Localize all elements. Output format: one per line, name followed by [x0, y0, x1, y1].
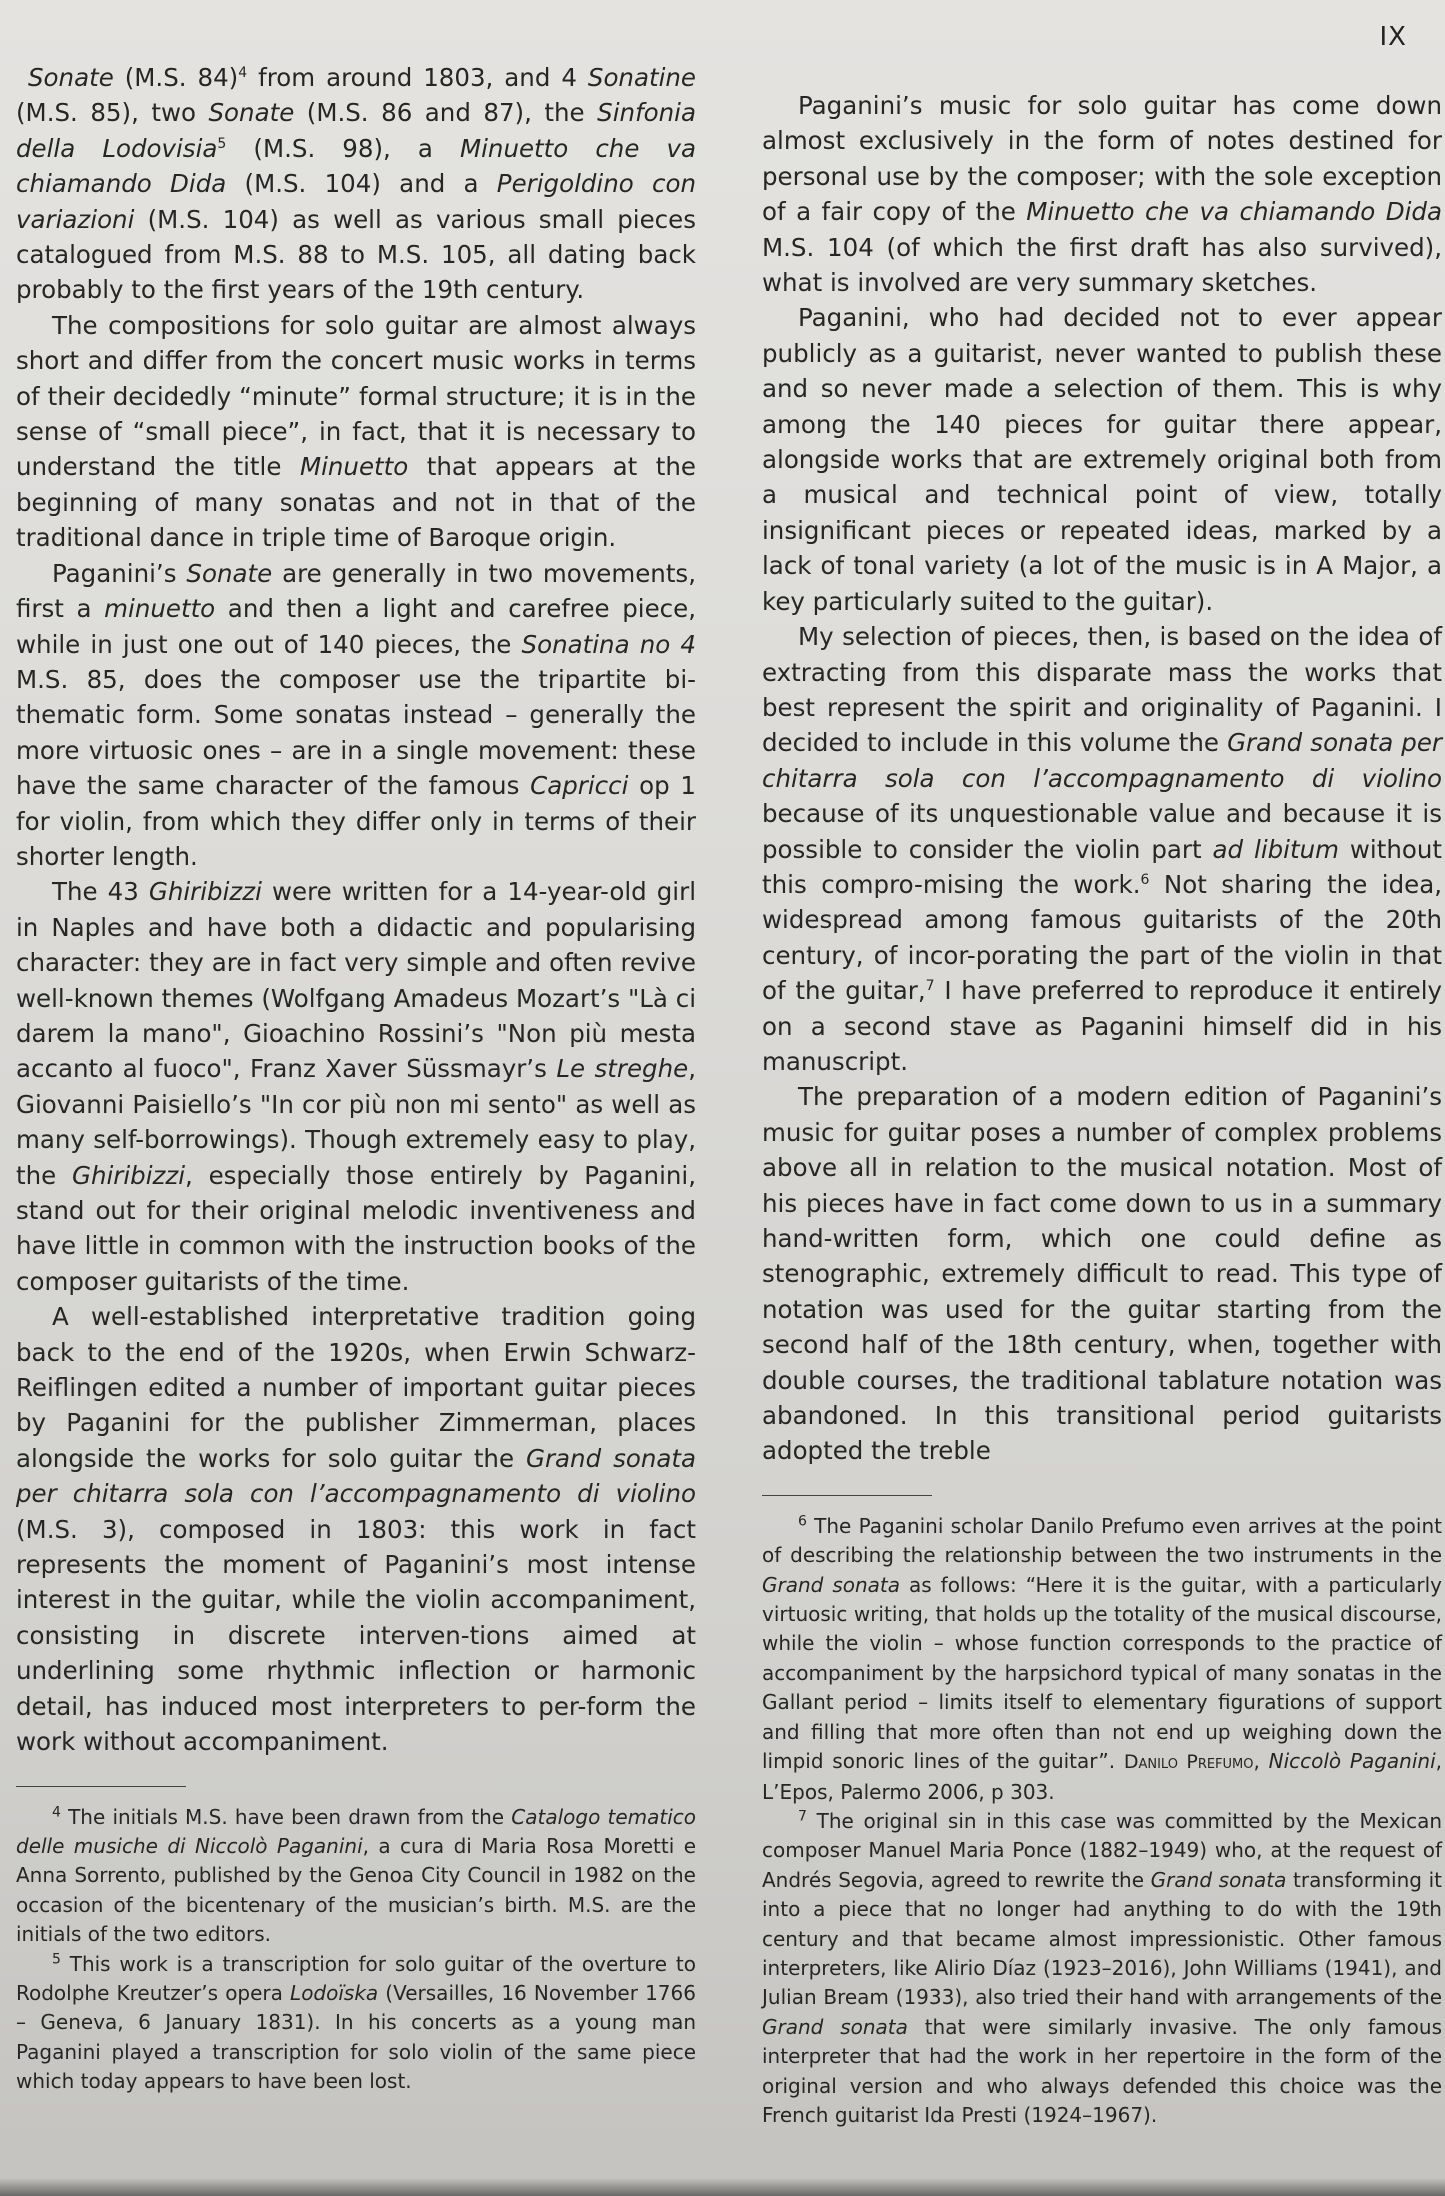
footnote-rule	[762, 1495, 932, 1496]
paragraph: Paganini’s Sonate are generally in two movements, first a minuetto and then a light and carefree piece, while in just one out of 140 pieces, the Sonatina no 4 M.S. 85, does the composer use the tripartite bi-thematic form. Some sonatas instead – generally the more virtuosic ones – are in a single movement: these have the same character of the famous Capricci op 1 for violin, from which they differ only in terms of their shorter length.	[16, 558, 697, 871]
footnote-rule	[16, 1786, 186, 1787]
footnote-6: $^6$ The Paganini scholar Danilo Prefumo even arrives at the point of describing the relationship between the two instruments in the Grand sonata as follows: “Here it is the guitar, with a particularly virtuosic writing, that holds up the totality of the musical discourse, while the violin – whose function corresponds to the practice of accompaniment by the harpsichord typical of many sonatas in the Gallant period – limits itself to elementary figurations of support and filling that more often than not end up weighing down the limpid sonoric lines of the guitar”. Danilo Prefumo, Niccolò Paganini, L’Epos, Palermo 2006, p 303.	[762, 1513, 1443, 1804]
footnote-7: $^7$ The original sin in this case was committed by the Mexican composer Manuel Maria Ponce (1882–1949) who, at the request of Andrés Segovia, agreed to rewrite the Grand sonata transforming it into a piece that no longer had anything to do with the 19th century and that became almost impressionistic. Other famous interpreters, like Alirio Díaz (1923–2016), John Williams (1941), and Julian Bream (1933), also tried their hand with arrangements of the Grand sonata that were similarly invasive. The only famous interpreter that had the work in her repertoire in the form of the original version and who always defended this choice was the French guitarist Ida Presti (1924–1967).	[762, 1808, 1443, 2127]
paragraph: A well-established interpretative tradition going back to the end of the 1920s, when Erwin Schwarz-Reiflingen edited a number of important guitar pieces by Paganini for the publisher Zimmerman, places alongside the works for solo guitar the Grand sonata per chitarra sola con l’accompagnamento di violino (M.S. 3), composed in 1803: this work in fact represents the moment of Paganini’s most intense interest in the guitar, while the violin accompaniment, consisting in discrete interven-tions aimed at underlining some rhythmic inflection or harmonic detail, has induced most interpreters to per-form the work without accompaniment.	[16, 1302, 696, 1757]
footnote-4: $^4$ The initials M.S. have been drawn from the Catalogo tematico delle musiche di Niccolò Paganini, a cura di Maria Rosa Moretti e Anna Sorrento, published by the Genoa City Council in 1982 on the occasion of the bicentenary of the musician’s birth. M.S. are the initials of the two editors.	[16, 1803, 697, 1947]
right-body-text	[762, 88, 1442, 1469]
paragraph: Paganini’s music for solo guitar has come down almost exclusively in the form of notes destined for personal use by the composer; with the sole exception of a fair copy of the Minuetto che va chiamando Dida M.S. 104 (of which the first draft has also survived), what is involved are very summary sketches.	[762, 91, 1442, 298]
page-edge-shadow	[0, 2178, 1445, 2196]
paragraph: Paganini, who had decided not to ever appear publicly as a guitarist, never wanted to publish these and so never made a selection of them. This is why among the 140 pieces for guitar there appear, alongside works that are extremely original both from a musical and technical point of view, totally insignificant pieces or repeated ideas, marked by a lack of tonal variety (a lot of the music is in A Major, a key particularly suited to the guitar).	[762, 303, 1442, 616]
left-footnotes	[16, 1803, 696, 2097]
paragraph: The preparation of a modern edition of Paganini’s music for guitar poses a number of complex problems above all in relation to the musical notation. Most of his pieces have in fact come down to us in a summary hand-written form, which one could define as stenographic, extremely difficult to read. This type of notation was used for the guitar starting from the second half of the 18th century, when, together with double courses, the traditional tablature notation was abandoned. In this transitional period guitarists adopted the treble	[762, 1082, 1442, 1466]
left-column	[16, 60, 696, 2097]
right-footnotes	[762, 1512, 1442, 2131]
paragraph: The 43 Ghiribizzi were written for a 14-year-old girl in Naples and have both a didactic and popularising character: they are in fact very simple and often revive well-known themes (Wolfgang Amadeus Mozart’s "Là ci darem la mano", Gioachino Rossini’s "Non più mesta accanto al fuoco", Franz Xaver Süssmayr’s Le streghe, Giovanni Paisiello’s "In cor più non mi sento" as well as many self-borrowings). Though extremely easy to play, the Ghiribizzi, especially those entirely by Paganini, stand out for their original melodic inventiveness and have little in common with the instruction books of the composer guitarists of the time.	[16, 877, 697, 1296]
right-column	[762, 88, 1442, 2130]
paragraph: Sonate (M.S. 84)$^4$ from around 1803, and 4 Sonatine (M.S. 85), two Sonate (M.S. 86 and 87), the Sinfonia della Lodovisia$^5$ (M.S. 98), a Minuetto che va chiamando Dida (M.S. 104) and a Perigoldino con variazioni (M.S. 104) as well as various small pieces catalogued from M.S. 88 to M.S. 105, all dating back probably to the first years of the 19th century.	[16, 63, 696, 305]
page-number: IX	[1379, 22, 1407, 52]
paragraph: The compositions for solo guitar are almost always short and differ from the concert music works in terms of their decidedly “minute” formal structure; it is in the sense of “small piece”, in fact, that it is necessary to understand the title Minuetto that appears at the beginning of many sonatas and not in that of the traditional dance in triple time of Baroque origin.	[16, 310, 696, 553]
left-body-text	[16, 60, 696, 1760]
paragraph: My selection of pieces, then, is based on the idea of extracting from this disparate mass the works that best represent the spirit and originality of Paganini. I decided to include in this volume the Grand sonata per chitarra sola con l’accompagnamento di violino because of its unquestionable value and because it is possible to consider the violin part ad libitum without this compro-mising the work.$^6$ Not sharing the idea, widespread among famous guitarists of the 20th century, of incor-porating the part of the violin in that of the guitar,$^7$ I have preferred to reproduce it entirely on a second stave as Paganini himself did in his manuscript.	[762, 622, 1442, 1076]
footnote-5: $^5$ This work is a transcription for solo guitar of the overture to Rodolphe Kreutzer’s opera Lodoïska (Versailles, 16 November 1766 – Geneva, 6 January 1831). In his concerts as a young man Paganini played a transcription for solo violin of the same piece which today appears to have been lost.	[16, 1950, 696, 2094]
